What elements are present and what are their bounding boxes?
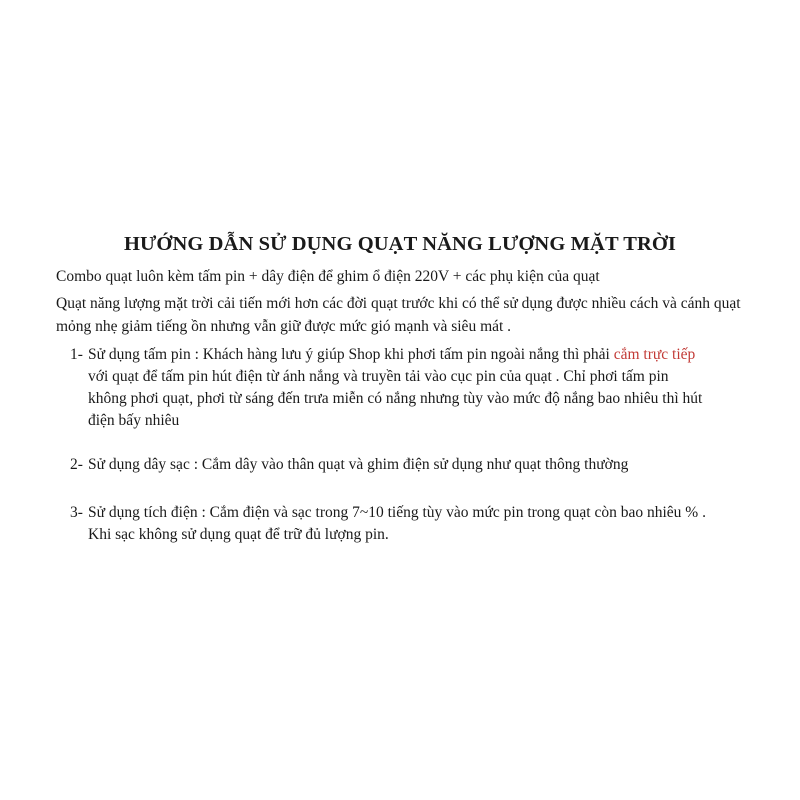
step-number: 2- [70, 456, 83, 473]
intro-description-text: Quạt năng lượng mặt trời cải tiến mới hơn các đời quạt trước khi có thể sử dụng được nhiều cách và cánh quạt mỏng nhẹ giảm tiếng ồn nhưng vẫn giữ được mức gió mạnh và siêu mát . [56, 295, 741, 335]
instruction-item-battery-storage [70, 502, 710, 546]
document-title: HƯỚNG DẪN SỬ DỤNG QUẠT NĂNG LƯỢNG MẶT TRỜI [123, 233, 677, 255]
instruction-list [70, 344, 710, 546]
step-text-continued: với quạt để tấm pin hút điện từ ánh nắng và truyền tải vào cục pin của quạt . Chỉ phơi tấm pin không phơi quạt, phơi từ sáng đến trưa miễn có nắng nhưng tùy vào mức độ nắng bao nhiêu thì hút điện bấy nhiêu [88, 368, 703, 429]
step-number: 3- [70, 504, 83, 521]
instruction-item-solar-panel [70, 344, 710, 432]
step-text: Sử dụng dây sạc : Cắm dây vào thân quạt và ghim điện sử dụng như quạt thông thường [88, 456, 629, 473]
highlight-text: cắm trực tiếp [613, 346, 696, 363]
step-text: Sử dụng tích điện : Cắm điện và sạc trong 7~10 tiếng tùy vào mức pin trong quạt còn bao nhiêu % . Khi sạc không sử dụng quạt để trữ đủ lượng pin. [88, 504, 706, 543]
step-text: Sử dụng tấm pin : Khách hàng lưu ý giúp Shop khi phơi tấm pin ngoài nắng thì phải [88, 346, 614, 363]
step-number: 1- [70, 346, 83, 363]
intro-combo-text: Combo quạt luôn kèm tấm pin + dây điện để ghim ổ điện 220V + các phụ kiện của quạt [56, 268, 600, 285]
instruction-item-charging-cable [70, 454, 710, 476]
